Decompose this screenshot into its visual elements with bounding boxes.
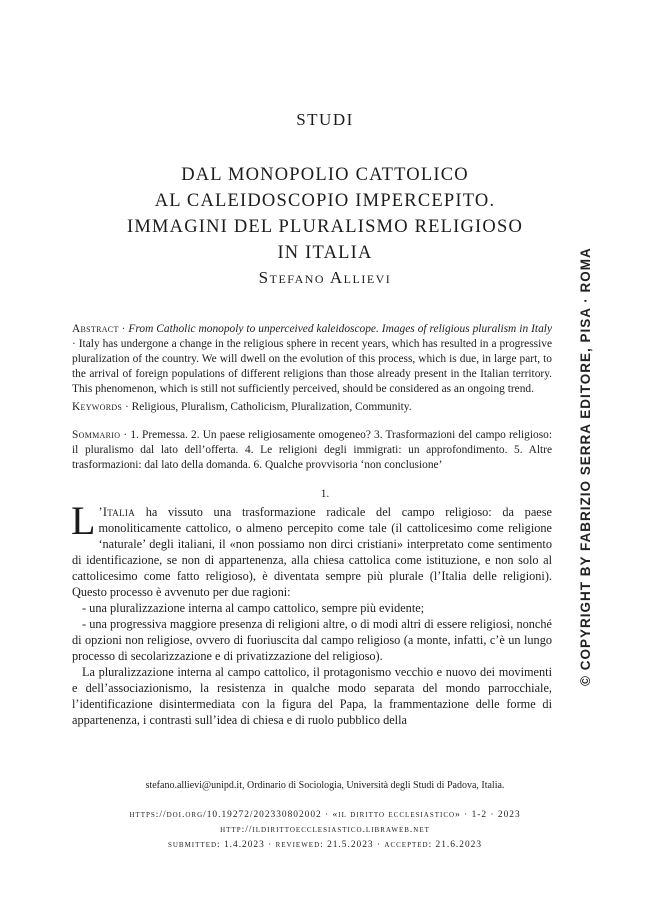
- summary-text: · 1. Premessa. 2. Un paese religiosamente omogeneo? 3. Trasformazioni del campo religioso: il pluralismo dal lato dell’offerta. 4. Le religioni degli immigrati: un approfondimento. 5. Altre trasformazioni: dal lato della domanda. 6. Qualche provvisoria ‘non conclusione’: [72, 429, 552, 471]
- title-line: AL CALEIDOSCOPIO IMPERCEPITO.: [154, 191, 496, 211]
- doi-line: https://doi.org/10.19272/202330802002 · «il diritto ecclesiastico» · 1-2 · 2023: [129, 810, 521, 820]
- summary: [72, 428, 552, 473]
- keywords-label: Keywords: [72, 401, 123, 413]
- paragraph-text: ha vissuto una trasformazione radicale del campo religioso: da paese monoliticamente cattolico, o almeno percepito come tale (il cattolicesimo come religione ‘naturale’ degli italiani, il «non possiamo non dirci cristiani» interpretato come sentimento di identificazione, se non di appartenenza, alla chiesa cattolica come istituzione, e non solo al cattolicesimo come fatto religioso), è diventata sempre più plurale (l’Italia delle religioni). Questo processo è avvenuto per due ragioni:: [72, 505, 552, 599]
- body-paragraph: La pluralizzazione interna al campo cattolico, il protagonismo vecchio e nuovo dei movimenti e dell’associazionismo, la resistenza in qualche modo separata del mondo parrocchiale, l’identificazione disintermediata con la figura del Papa, la frammentazione delle forme di appartenenza, i contrasti sull’idea di chiesa e di ruolo pubblico della: [72, 665, 552, 727]
- author-footnote: stefano.allievi@unipd.it, Ordinario di Sociologia, Università degli Studi di Padova, Italia.: [145, 780, 505, 791]
- summary-label: Sommario: [72, 429, 121, 441]
- body-paragraph: [71, 498, 552, 600]
- keywords-text: · Religious, Pluralism, Catholicism, Pluralization, Community.: [122, 401, 412, 413]
- title-line: IN ITALIA: [277, 243, 373, 263]
- dates-line: submitted: 1.4.2023 · reviewed: 21.5.2023 · accepted: 21.6.2023: [167, 840, 483, 850]
- abstract-text: · Italy has undergone a change in the religious sphere in recent years, which has resulted in a progressive pluralization of the country. We will dwell on the evolution of this process, which is due, in large part, to the arrival of foreign populations of different religions than those already present in the Italian territory. This phenomenon, which is still not sufficiently perceived, should be considered as an ongoing trend.: [72, 338, 552, 395]
- author-name: Stefano Allievi: [258, 268, 392, 287]
- list-item: - una pluralizzazione interna al campo cattolico, sempre più evidente;: [82, 601, 425, 615]
- abstract-label: Abstract: [72, 323, 119, 335]
- journal-url: http://ildirittoecclesiastico.libraweb.net: [220, 825, 430, 835]
- title-line: DAL MONOPOLIO CATTOLICO: [181, 165, 469, 185]
- section-heading: STUDI: [296, 110, 354, 129]
- list-item: - una progressiva maggiore presenza di religioni altre, o di modi altri di essere religiosi, nonché di opzioni non religiose, ovvero di fuoriuscita dal campo religioso (a monte, infatti, c’è un lungo processo di secolarizzazione e di privatizzazione del religioso).: [72, 617, 552, 663]
- lead-word: ’Italia: [98, 505, 135, 519]
- drop-cap: L: [71, 498, 96, 543]
- copyright-notice: © COPYRIGHT BY FABRIZIO SERRA EDITORE, PISA · ROMA: [578, 247, 593, 686]
- keywords: [72, 400, 552, 415]
- body-text: [71, 498, 552, 728]
- abstract-separator: ·: [118, 323, 129, 335]
- title-line: IMMAGINI DEL PLURALISMO RELIGIOSO: [126, 217, 524, 237]
- section-number: 1.: [320, 488, 330, 500]
- article-title: [60, 162, 590, 266]
- abstract: [72, 322, 552, 397]
- abstract-english-title: From Catholic monopoly to unperceived kaleidoscope. Images of religious pluralism in Italy: [128, 323, 552, 335]
